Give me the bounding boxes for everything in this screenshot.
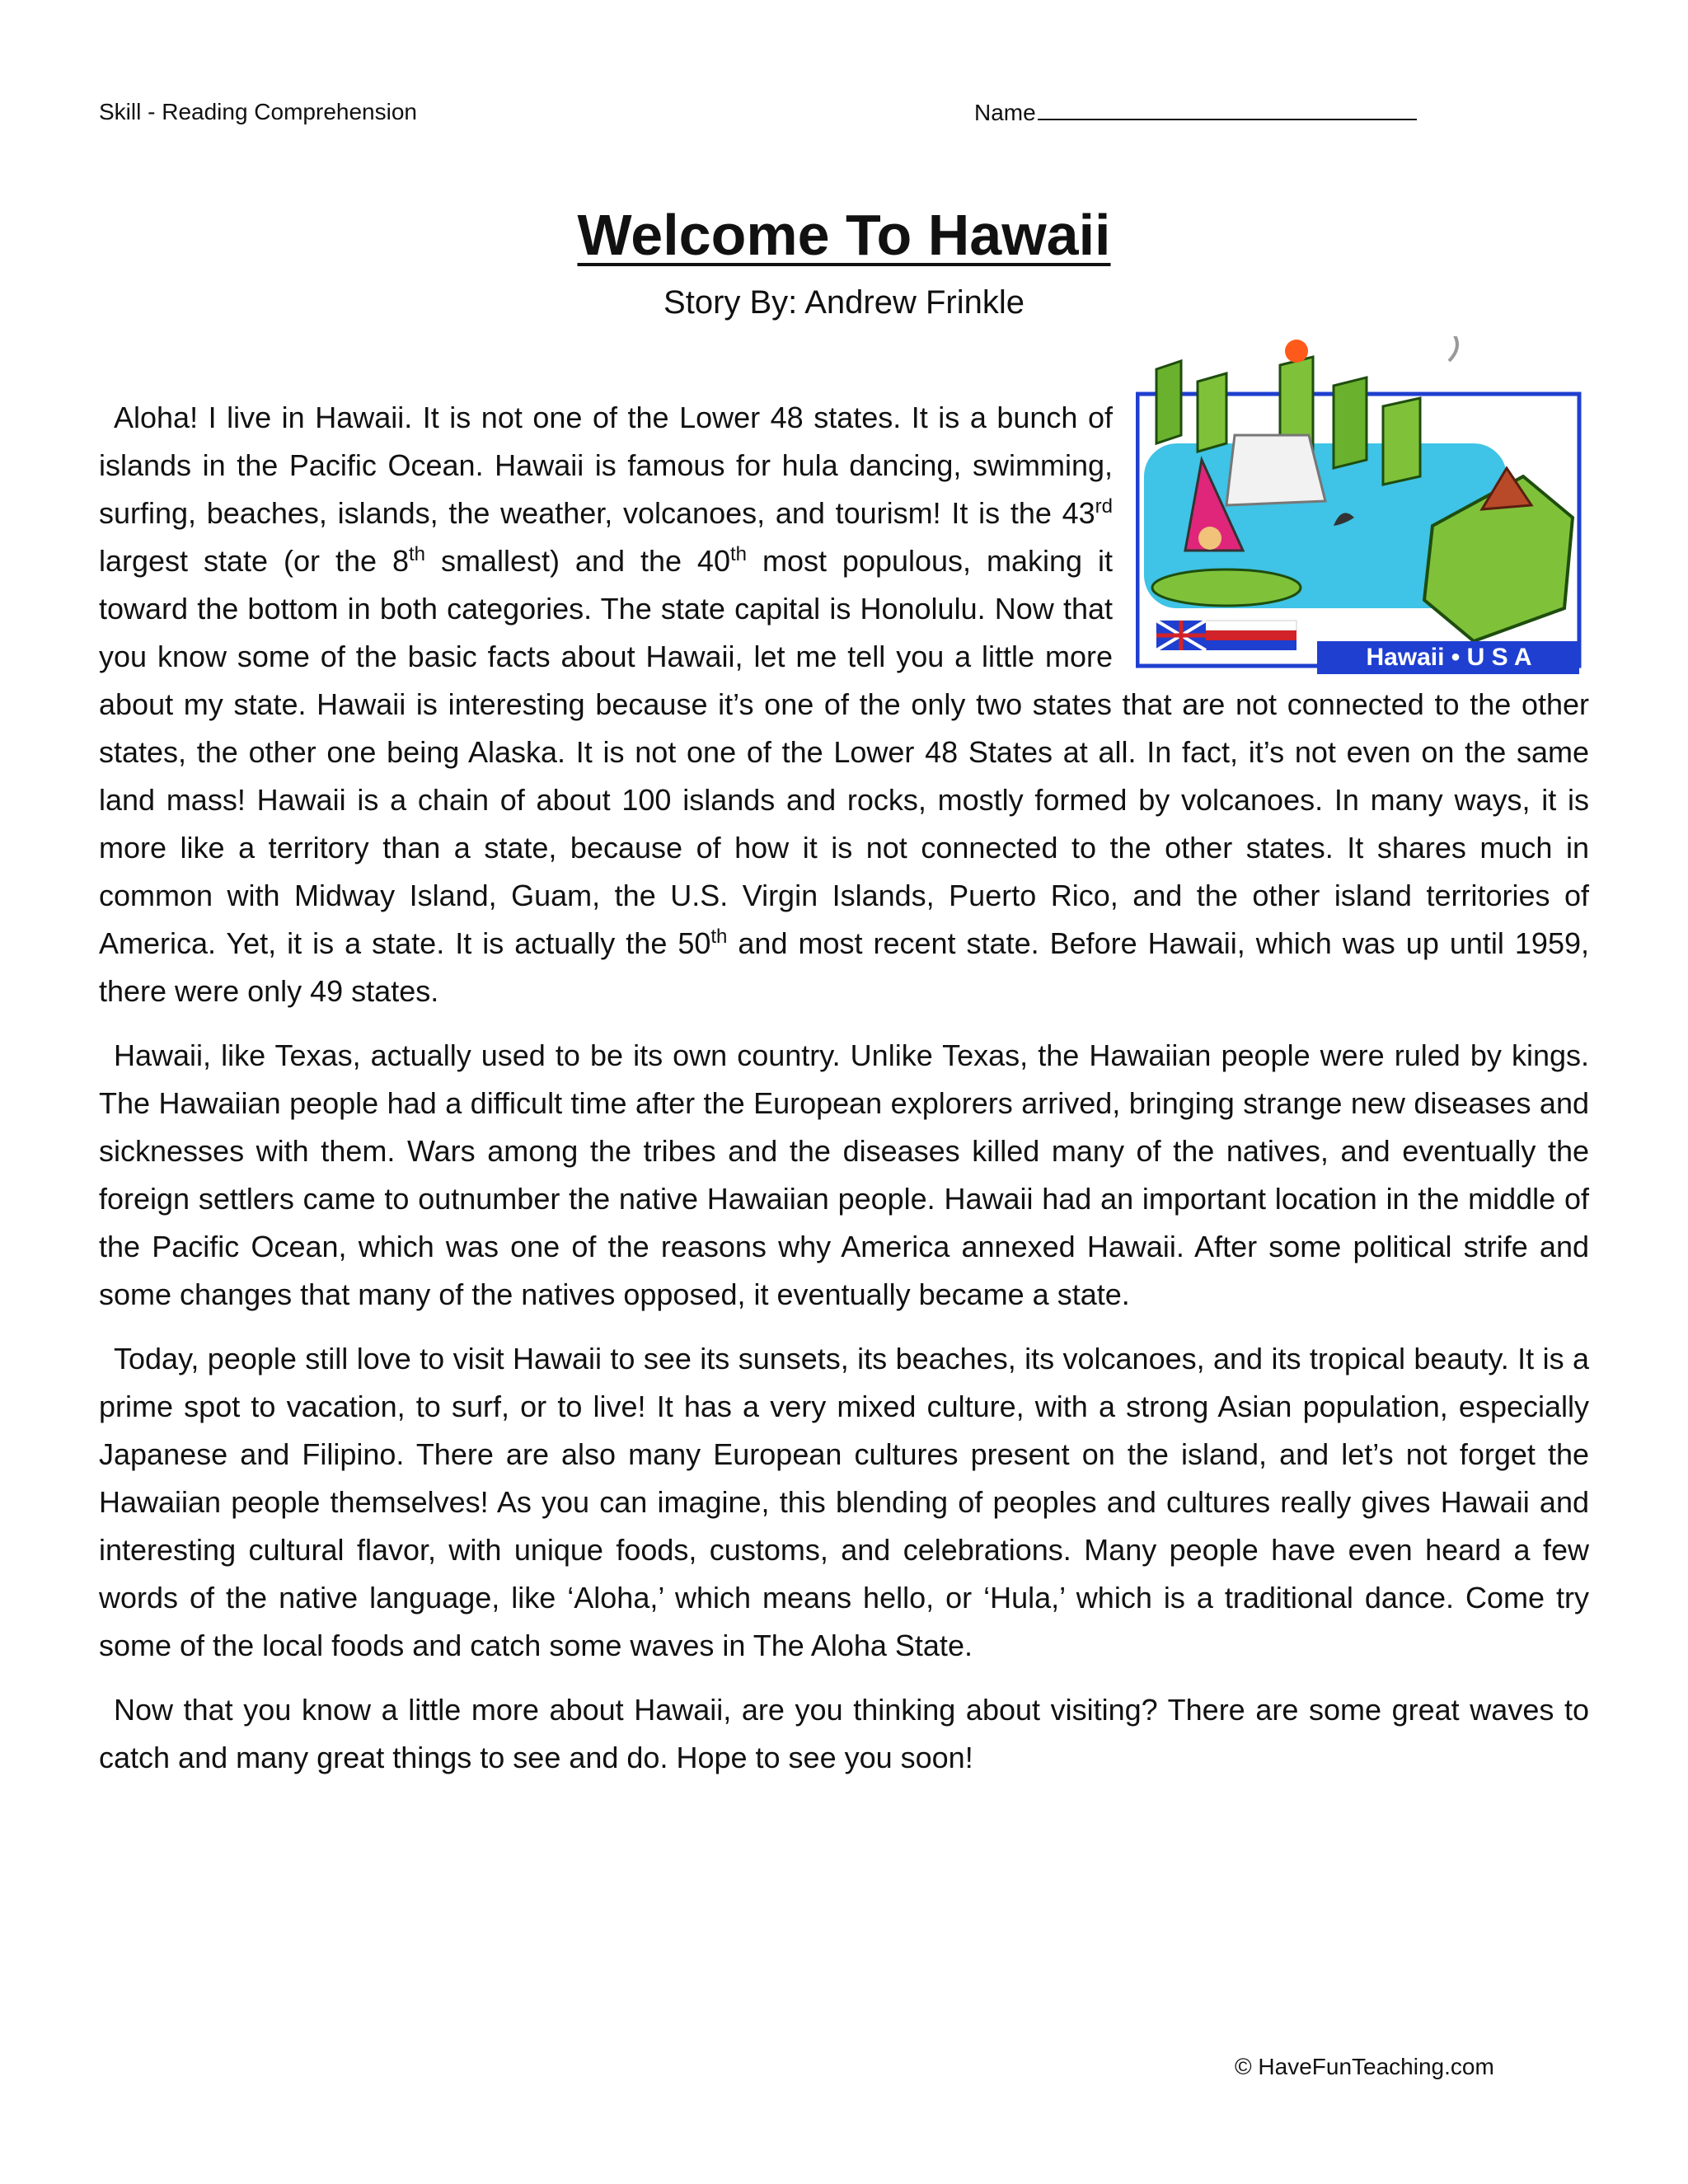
flower-shape [1285,340,1308,363]
paragraph-2: Hawaii, like Texas, actually used to be its own country. Unlike Texas, the Hawaiian people were ruled by kings. The Hawaiian people had a difficult time after the European explorers arrived, bringing strange new diseases and sicknesses with them. Wars among the tribes and the diseases killed many of the natives, and eventually the foreign settlers came to outnumber the native Hawaiian people. Hawaii had an important location in the middle of the Pacific Ocean, which was one of the reasons why America annexed Hawaii. After some political strife and some changes that many of the natives opposed, it eventually became a state. [99,1038,1589,1311]
island-pillar-5 [1383,398,1420,485]
hawaii-illustration [1136,336,1589,674]
story-body [99,394,1589,1798]
name-label: Name [974,100,1036,125]
small-island [1152,569,1301,606]
name-blank-line[interactable] [1038,99,1417,120]
p1-sup-rd: rd [1095,495,1113,518]
name-field[interactable] [974,99,1417,126]
paragraph-3: Today, people still love to visit Hawaii to see its sunsets, its beaches, its volcanoes, and its tropical beauty. It is a prime spot to vacation, to surf, or to live! It has a very mixed culture, with a strong Asian population, especially Japanese and Filipino. There are also many European cultures present on the island, and let’s not forget the Hawaiian people themselves! As you can imagine, this blending of peoples and cultures really gives Hawaii and interesting cultural flavor, with unique foods, customs, and celebrations. Many people have even heard a few words of the native language, like ‘Aloha,’ which means hello, or ‘Hula,’ which is a traditional dance. Come try some of the local foods and catch some waves in The Aloha State. [99,1342,1589,1662]
island-pillar-1 [1156,361,1181,443]
p1-part-a: Aloha! I live in Hawaii. It is not one of the Lower 48 states. It is a bunch of islands in the Pacific Ocean. Hawaii is famous for hula dancing, swimming, surfing, beaches, islands, the weather, volcanoes, and tourism! It is the 43 [99,401,1113,530]
copyright-footer: © HaveFunTeaching.com [1235,2054,1494,2079]
island-pillar-4 [1334,377,1367,468]
island-pillar-2 [1198,373,1226,452]
p1-part-b: largest state (or the 8 [99,544,409,578]
p1-part-d: most populous, making it toward the bottom in both categories. The state capital is Honolulu. Now that you know some of the basic facts about Hawaii, let me tell you a little more about my state. Hawaii is interesting because it’s one of the only two states that are not connected to the other states, the other one being Alaska. It is not one of the Lower 48 States at all. In fact, it’s not even on the same land mass! Hawaii is a chain of about 100 islands and rocks, mostly formed by volcanoes. In many ways, it is more like a territory than a state, because of how it is not connected to the other states. It shares much in common with Midway Island, Guam, the U.S. Virgin Islands, Puerto Rico, and the other island territories of America. Yet, it is a state. It is actually the 50 [99,544,1589,960]
p1-sup-th-2: th [729,543,747,565]
skill-label: Skill - Reading Comprehension [99,99,417,124]
story-byline: Story By: Andrew Frinkle [663,284,1025,321]
page-title [0,202,1688,268]
smoke-shape [1449,336,1457,361]
p1-sup-th-3: th [710,926,728,948]
hawaii-flag [1156,621,1296,650]
surfer-figure [1198,527,1221,550]
p1-sup-th-1: th [408,543,425,565]
title-text: Welcome To Hawaii [577,203,1111,267]
p1-part-c: smallest) and the 40 [425,544,730,578]
white-building [1226,435,1325,505]
p1-part-e: and most recent state. Before Hawaii, which was up until 1959, there were only 49 states. [99,926,1589,1008]
paragraph-4: Now that you know a little more about Hawaii, are you thinking about visiting? There are some great waves to catch and many great things to see and do. Hope to see you soon! [99,1693,1589,1774]
banner-text: Hawaii • U S A [1366,644,1532,671]
